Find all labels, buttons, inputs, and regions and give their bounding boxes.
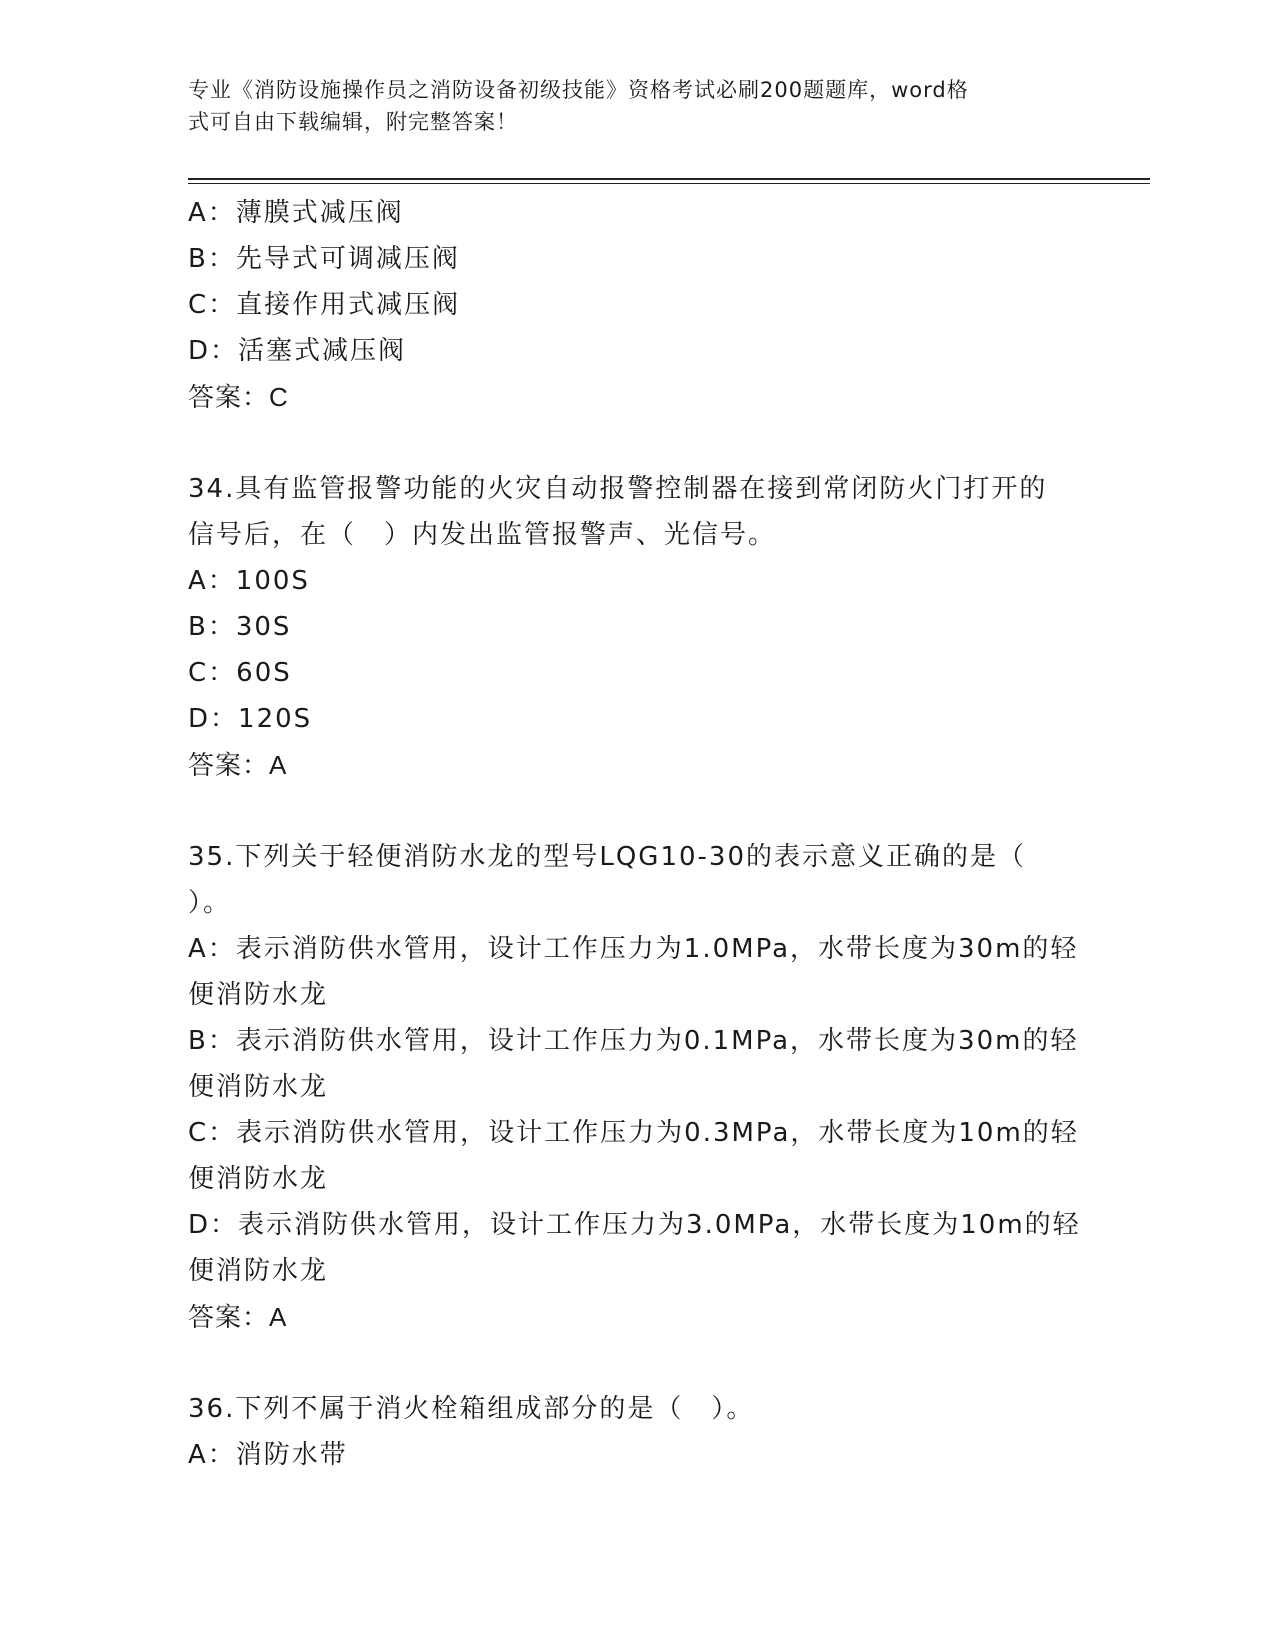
question-stem-continued: 信号后，在（ ）内发出监管报警声、光信号。 (188, 520, 777, 550)
option-a: A：100S (188, 566, 310, 596)
spacer (188, 1340, 1088, 1386)
header-rule-thin (188, 183, 1150, 184)
option-b: B：先导式可调减压阀 (188, 244, 460, 274)
question-list (188, 190, 1088, 1478)
question-34 (188, 466, 1088, 788)
question-stem: 34.具有监管报警功能的火灾自动报警控制器在接到常闭防火门打开的 (188, 474, 1048, 504)
option-a: A：薄膜式减压阀 (188, 198, 404, 228)
header-line-2: 式可自由下载编辑，附完整答案！ (188, 110, 518, 134)
option-c: C：表示消防供水管用，设计工作压力为0.3MPa，水带长度为10m的轻 (188, 1118, 1079, 1148)
header-rule-thick (188, 178, 1150, 180)
option-c-continued: 便消防水龙 (188, 1164, 329, 1194)
option-d: D：活塞式减压阀 (188, 336, 407, 366)
question-stem: 36.下列不属于消火栓箱组成部分的是（ ）。 (188, 1394, 755, 1424)
option-d: D：表示消防供水管用，设计工作压力为3.0MPa，水带长度为10m的轻 (188, 1210, 1081, 1240)
question-35 (188, 834, 1088, 1340)
header-line-1: 专业《消防设施操作员之消防设备初级技能》资格考试必刷200题题库，word格 (188, 78, 969, 102)
spacer (188, 788, 1088, 834)
question-33 (188, 190, 1088, 420)
answer-line: 答案：A (188, 1302, 288, 1332)
option-a-continued: 便消防水龙 (188, 980, 329, 1010)
option-b-continued: 便消防水龙 (188, 1072, 329, 1102)
document-header (188, 74, 1068, 138)
option-c: C：直接作用式减压阀 (188, 290, 461, 320)
option-a: A：消防水带 (188, 1440, 348, 1470)
option-d: D：120S (188, 704, 313, 734)
question-36 (188, 1386, 1088, 1478)
option-b: B：30S (188, 612, 292, 642)
spacer (188, 420, 1088, 466)
option-a: A：表示消防供水管用，设计工作压力为1.0MPa，水带长度为30m的轻 (188, 934, 1079, 964)
option-b: B：表示消防供水管用，设计工作压力为0.1MPa，水带长度为30m的轻 (188, 1026, 1079, 1056)
option-d-continued: 便消防水龙 (188, 1256, 329, 1286)
answer-line: 答案：C (188, 382, 289, 412)
question-stem: 35.下列关于轻便消防水龙的型号LQG10-30的表示意义正确的是（ (188, 842, 1026, 872)
question-stem-continued: ）。 (188, 888, 232, 918)
answer-line: 答案：A (188, 750, 288, 780)
option-c: C：60S (188, 658, 292, 688)
